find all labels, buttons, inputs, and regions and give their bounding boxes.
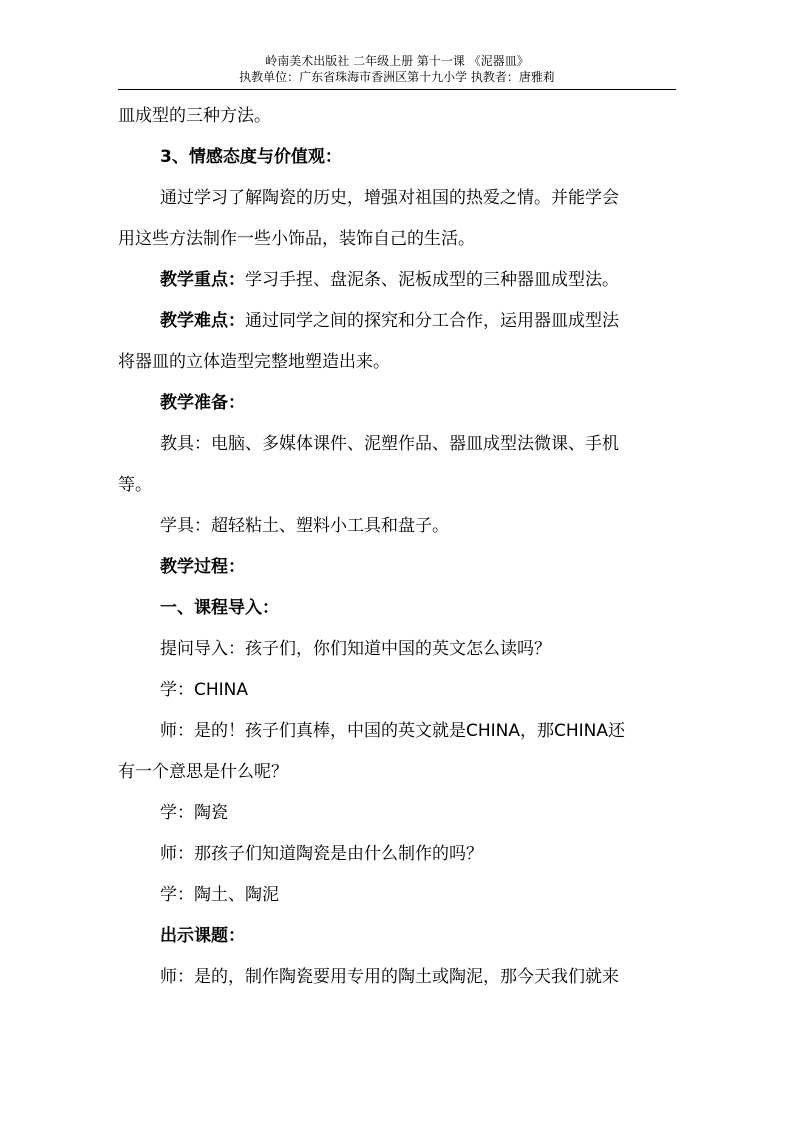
paragraph-student-tools: 学具：超轻粘土、塑料小工具和盘子。	[160, 516, 449, 536]
header-line-teacher: 执教单位：广东省珠海市香洲区第十九小学 执教者：唐雅莉	[239, 70, 555, 84]
paragraph-student-china: 学：CHINA	[160, 680, 249, 700]
paragraph-difficulties-line2: 将器皿的立体造型完整地塑造出来。	[118, 352, 390, 372]
paragraph-question-intro: 提问导入：孩子们，你们知道中国的英文怎么读吗？	[160, 639, 551, 659]
key-points-text: 学习手捏、盘泥条、泥板成型的三种器皿成型法。	[245, 270, 619, 290]
paragraph-teacher-china-line1: 师：是的！孩子们真棒，中国的英文就是CHINA，那CHINA还	[160, 721, 626, 741]
heading-emotion-values: 3、情感态度与价值观：	[160, 147, 342, 167]
document-body	[118, 96, 676, 998]
paragraph-difficulties	[118, 301, 676, 342]
paragraph-teaching-aids-line2: 等。	[118, 475, 152, 495]
key-points-label: 教学重点：	[160, 270, 245, 290]
paragraph-student-clay: 学：陶土、陶泥	[160, 885, 279, 905]
header-divider	[118, 89, 676, 90]
heading-show-topic: 出示课题：	[160, 926, 245, 946]
difficulties-label: 教学难点：	[160, 311, 245, 331]
paragraph-emotion-line2: 用这些方法制作一些小饰品，装饰自己的生活。	[118, 229, 475, 249]
paragraph-teaching-aids-line1: 教具：电脑、多媒体课件、泥塑作品、器皿成型法微课、手机	[160, 434, 619, 454]
paragraph-teacher-china-line2: 有一个意思是什么呢？	[118, 762, 288, 782]
heading-teaching-process: 教学过程：	[160, 557, 245, 577]
difficulties-text: 通过同学之间的探究和分工合作，运用器皿成型法	[245, 311, 619, 331]
header-line-publisher: 岭南美术出版社 二年级上册 第十一课 《泥器皿》	[265, 54, 529, 68]
paragraph-key-points	[118, 260, 676, 301]
paragraph-teacher-material: 师：那孩子们知道陶瓷是由什么制作的吗？	[160, 844, 483, 864]
heading-preparation: 教学准备：	[160, 393, 245, 413]
heading-course-intro: 一、课程导入：	[160, 598, 279, 618]
paragraph-teacher-topic: 师：是的，制作陶瓷要用专用的陶土或陶泥，那今天我们就来	[160, 967, 619, 987]
paragraph-emotion-line1: 通过学习了解陶瓷的历史，增强对祖国的热爱之情。并能学会	[160, 188, 619, 208]
paragraph-methods-end: 皿成型的三种方法。	[118, 106, 271, 126]
paragraph-student-ceramics: 学：陶瓷	[160, 803, 228, 823]
page-header	[118, 53, 676, 85]
